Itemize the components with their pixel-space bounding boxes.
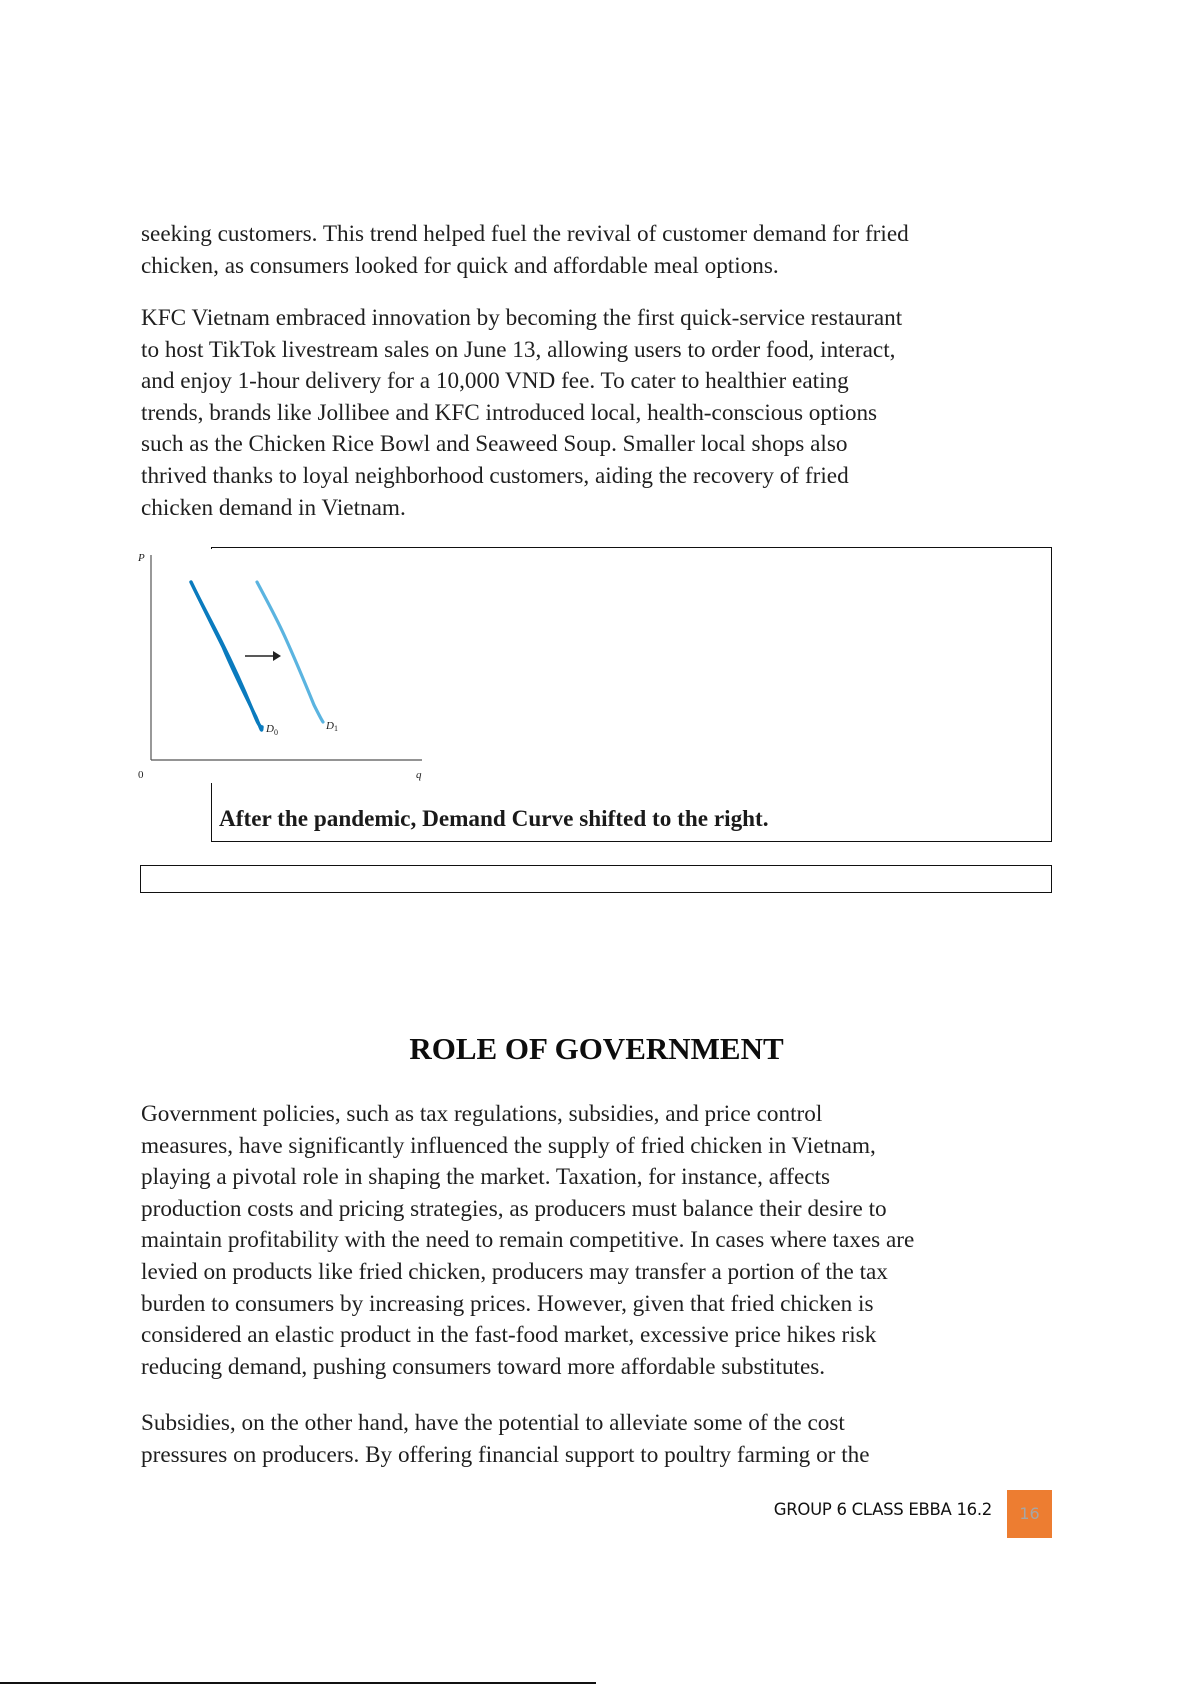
text-line: chicken, as consumers looked for quick and affordable meal options. <box>141 252 779 279</box>
figure-caption: After the pandemic, Demand Curve shifted to the right. <box>219 806 769 832</box>
empty-textbox <box>140 865 1052 893</box>
demand-curve-graph <box>128 549 428 783</box>
curve-label-d1-subscript: 1 <box>334 724 338 733</box>
section-heading: ROLE OF GOVERNMENT <box>409 1031 784 1066</box>
page-number-badge: 16 <box>1007 1490 1052 1538</box>
text-line: Government policies, such as tax regulations, subsidies, and price control <box>141 1101 823 1127</box>
text-line: such as the Chicken Rice Bowl and Seaweed Soup. Smaller local shops also <box>141 431 848 458</box>
paragraph-customer-demand <box>141 219 1071 282</box>
text-line: pressures on producers. By offering financial support to poultry farming or the <box>141 1441 870 1468</box>
text-line: maintain profitability with the need to remain competitive. In cases where taxes are <box>141 1227 915 1254</box>
text-line: trends, brands like Jollibee and KFC introduced local, health-conscious options <box>141 399 878 426</box>
footnote-separator <box>0 1682 596 1684</box>
demand-curve-d0-stroke <box>191 582 262 727</box>
y-axis-label: P <box>138 552 145 564</box>
x-axis-label: q <box>416 769 422 781</box>
paragraph-subsidies <box>141 1408 1071 1471</box>
arrow-right-icon <box>273 651 281 661</box>
text-line: thrived thanks to loyal neighborhood customers, aiding the recovery of fried <box>141 462 849 489</box>
paragraph-kfc-innovation <box>141 303 1071 524</box>
text-line: measures, have significantly influenced the supply of fried chicken in Vietnam, <box>141 1132 876 1159</box>
text-line: KFC Vietnam embraced innovation by becoming the first quick-service restaurant <box>141 305 903 331</box>
text-line: levied on products like fried chicken, producers may transfer a portion of the tax <box>141 1258 888 1285</box>
demand-curve-d1 <box>257 582 323 722</box>
text-line: burden to consumers by increasing prices. However, given that fried chicken is <box>141 1290 874 1317</box>
curve-label-d0: D <box>266 723 274 735</box>
curve-label-d1: D <box>326 720 334 732</box>
curve-label-d0-subscript: 0 <box>274 728 278 737</box>
footer-group-label: GROUP 6 CLASS EBBA 16.2 <box>773 1500 992 1519</box>
paragraph-government-policies <box>141 1099 1071 1383</box>
text-line: production costs and pricing strategies, as producers must balance their desire to <box>141 1195 887 1222</box>
origin-label: 0 <box>138 769 144 781</box>
text-line: considered an elastic product in the fast-food market, excessive price hikes risk <box>141 1322 877 1349</box>
demand-shift-chart <box>128 549 428 783</box>
text-line: playing a pivotal role in shaping the market. Taxation, for instance, affects <box>141 1164 831 1191</box>
text-line: Subsidies, on the other hand, have the potential to alleviate some of the cost <box>141 1410 845 1436</box>
text-line: and enjoy 1-hour delivery for a 10,000 VND fee. To cater to healthier eating <box>141 368 849 395</box>
text-line: to host TikTok livestream sales on June 13, allowing users to order food, interact, <box>141 336 896 363</box>
text-line: chicken demand in Vietnam. <box>141 494 406 521</box>
text-line: reducing demand, pushing consumers toward more affordable substitutes. <box>141 1353 826 1380</box>
text-line: seeking customers. This trend helped fuel the revival of customer demand for fried <box>141 221 909 247</box>
